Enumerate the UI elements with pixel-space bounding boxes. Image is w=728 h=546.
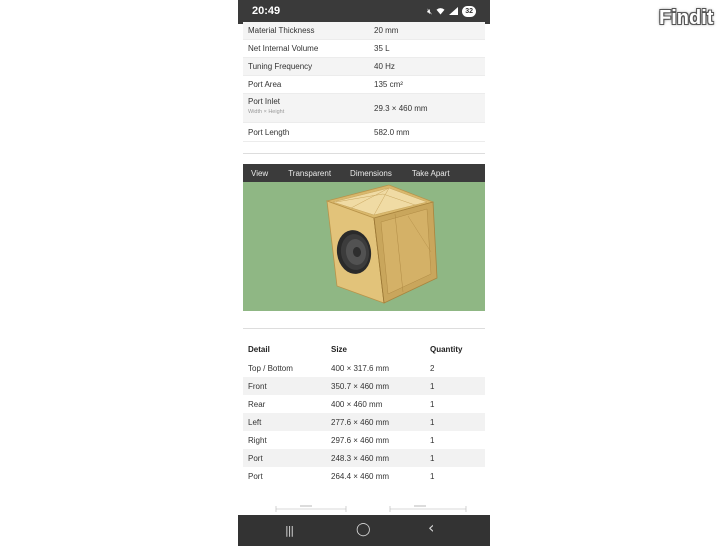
navigation-bar <box>238 515 490 546</box>
parts-table <box>243 340 485 485</box>
spec-label: Tuning Frequency <box>248 62 313 71</box>
back-button[interactable]: ‹ <box>428 518 435 537</box>
table-row <box>243 467 485 485</box>
dimension-diagram-preview <box>238 502 490 515</box>
spec-value: 20 mm <box>374 26 399 35</box>
spec-label: Material Thickness <box>248 26 315 35</box>
cell-quantity: 1 <box>430 382 435 391</box>
status-bar <box>238 0 490 24</box>
battery-badge: 32 <box>462 6 476 17</box>
spec-row <box>243 123 485 142</box>
table-row <box>243 359 485 377</box>
spec-row <box>243 22 485 40</box>
wifi-icon <box>436 7 445 17</box>
cell-detail: Port <box>248 454 263 463</box>
parts-table-header <box>243 340 485 359</box>
spec-value: 135 cm² <box>374 80 403 89</box>
dimensions-button[interactable]: Dimensions <box>350 168 392 178</box>
cell-detail: Port <box>248 472 263 481</box>
divider <box>243 153 485 154</box>
cell-size: 350.7 × 460 mm <box>331 382 390 391</box>
cell-size: 248.3 × 460 mm <box>331 454 390 463</box>
cell-size: 297.6 × 460 mm <box>331 436 390 445</box>
spec-label-group <box>248 97 284 115</box>
take-apart-button[interactable]: Take Apart <box>411 168 450 178</box>
cell-quantity: 1 <box>430 454 435 463</box>
cell-size: 400 × 317.6 mm <box>331 364 390 373</box>
header-detail: Detail <box>248 345 270 354</box>
transparent-button[interactable]: Transparent <box>288 168 332 178</box>
table-row <box>243 413 485 431</box>
cell-detail: Front <box>248 382 267 391</box>
cell-quantity: 1 <box>430 400 435 409</box>
status-time: 20:49 <box>252 5 281 17</box>
spec-sublabel: Width × Height <box>248 109 285 115</box>
header-quantity: Quantity <box>430 345 463 354</box>
cell-quantity: 1 <box>430 436 435 445</box>
spec-label: Port Inlet <box>248 97 281 106</box>
phone-screen <box>238 0 490 546</box>
spec-label: Net Internal Volume <box>248 44 319 53</box>
spec-row <box>243 40 485 58</box>
table-row <box>243 431 485 449</box>
3d-viewer[interactable] <box>243 164 485 311</box>
mute-icon: 🔇︎ <box>427 6 433 16</box>
recents-button[interactable]: ||| <box>285 524 294 537</box>
cell-detail: Rear <box>248 400 266 409</box>
spec-value: 29.3 × 460 mm <box>374 103 428 113</box>
spec-row <box>243 94 485 123</box>
cell-size: 264.4 × 460 mm <box>331 472 390 481</box>
cell-detail: Top / Bottom <box>248 364 293 373</box>
findit-logo: Findit <box>659 7 714 29</box>
home-button[interactable]: ◯ <box>356 522 371 537</box>
speaker-box-model[interactable] <box>243 182 485 311</box>
cell-quantity: 1 <box>430 418 435 427</box>
header-size: Size <box>331 345 348 354</box>
spec-label: Port Length <box>248 127 290 137</box>
signal-icon <box>449 7 458 17</box>
view-button[interactable]: View <box>251 168 269 178</box>
spec-row <box>243 76 485 94</box>
spec-label: Port Area <box>248 80 282 89</box>
spec-value: 582.0 mm <box>374 127 410 137</box>
spec-value: 35 L <box>374 44 390 53</box>
cell-size: 277.6 × 460 mm <box>331 418 390 427</box>
status-icons <box>427 6 476 17</box>
table-row <box>243 449 485 467</box>
table-row <box>243 395 485 413</box>
spec-row <box>243 58 485 76</box>
cell-detail: Right <box>248 436 267 445</box>
table-row <box>243 377 485 395</box>
cell-quantity: 1 <box>430 472 435 481</box>
spec-table <box>243 22 485 142</box>
divider <box>243 328 485 329</box>
cell-quantity: 2 <box>430 364 435 373</box>
cell-detail: Left <box>248 418 262 427</box>
cell-size: 400 × 460 mm <box>331 400 383 409</box>
viewer-toolbar <box>243 164 485 182</box>
spec-value: 40 Hz <box>374 62 395 71</box>
